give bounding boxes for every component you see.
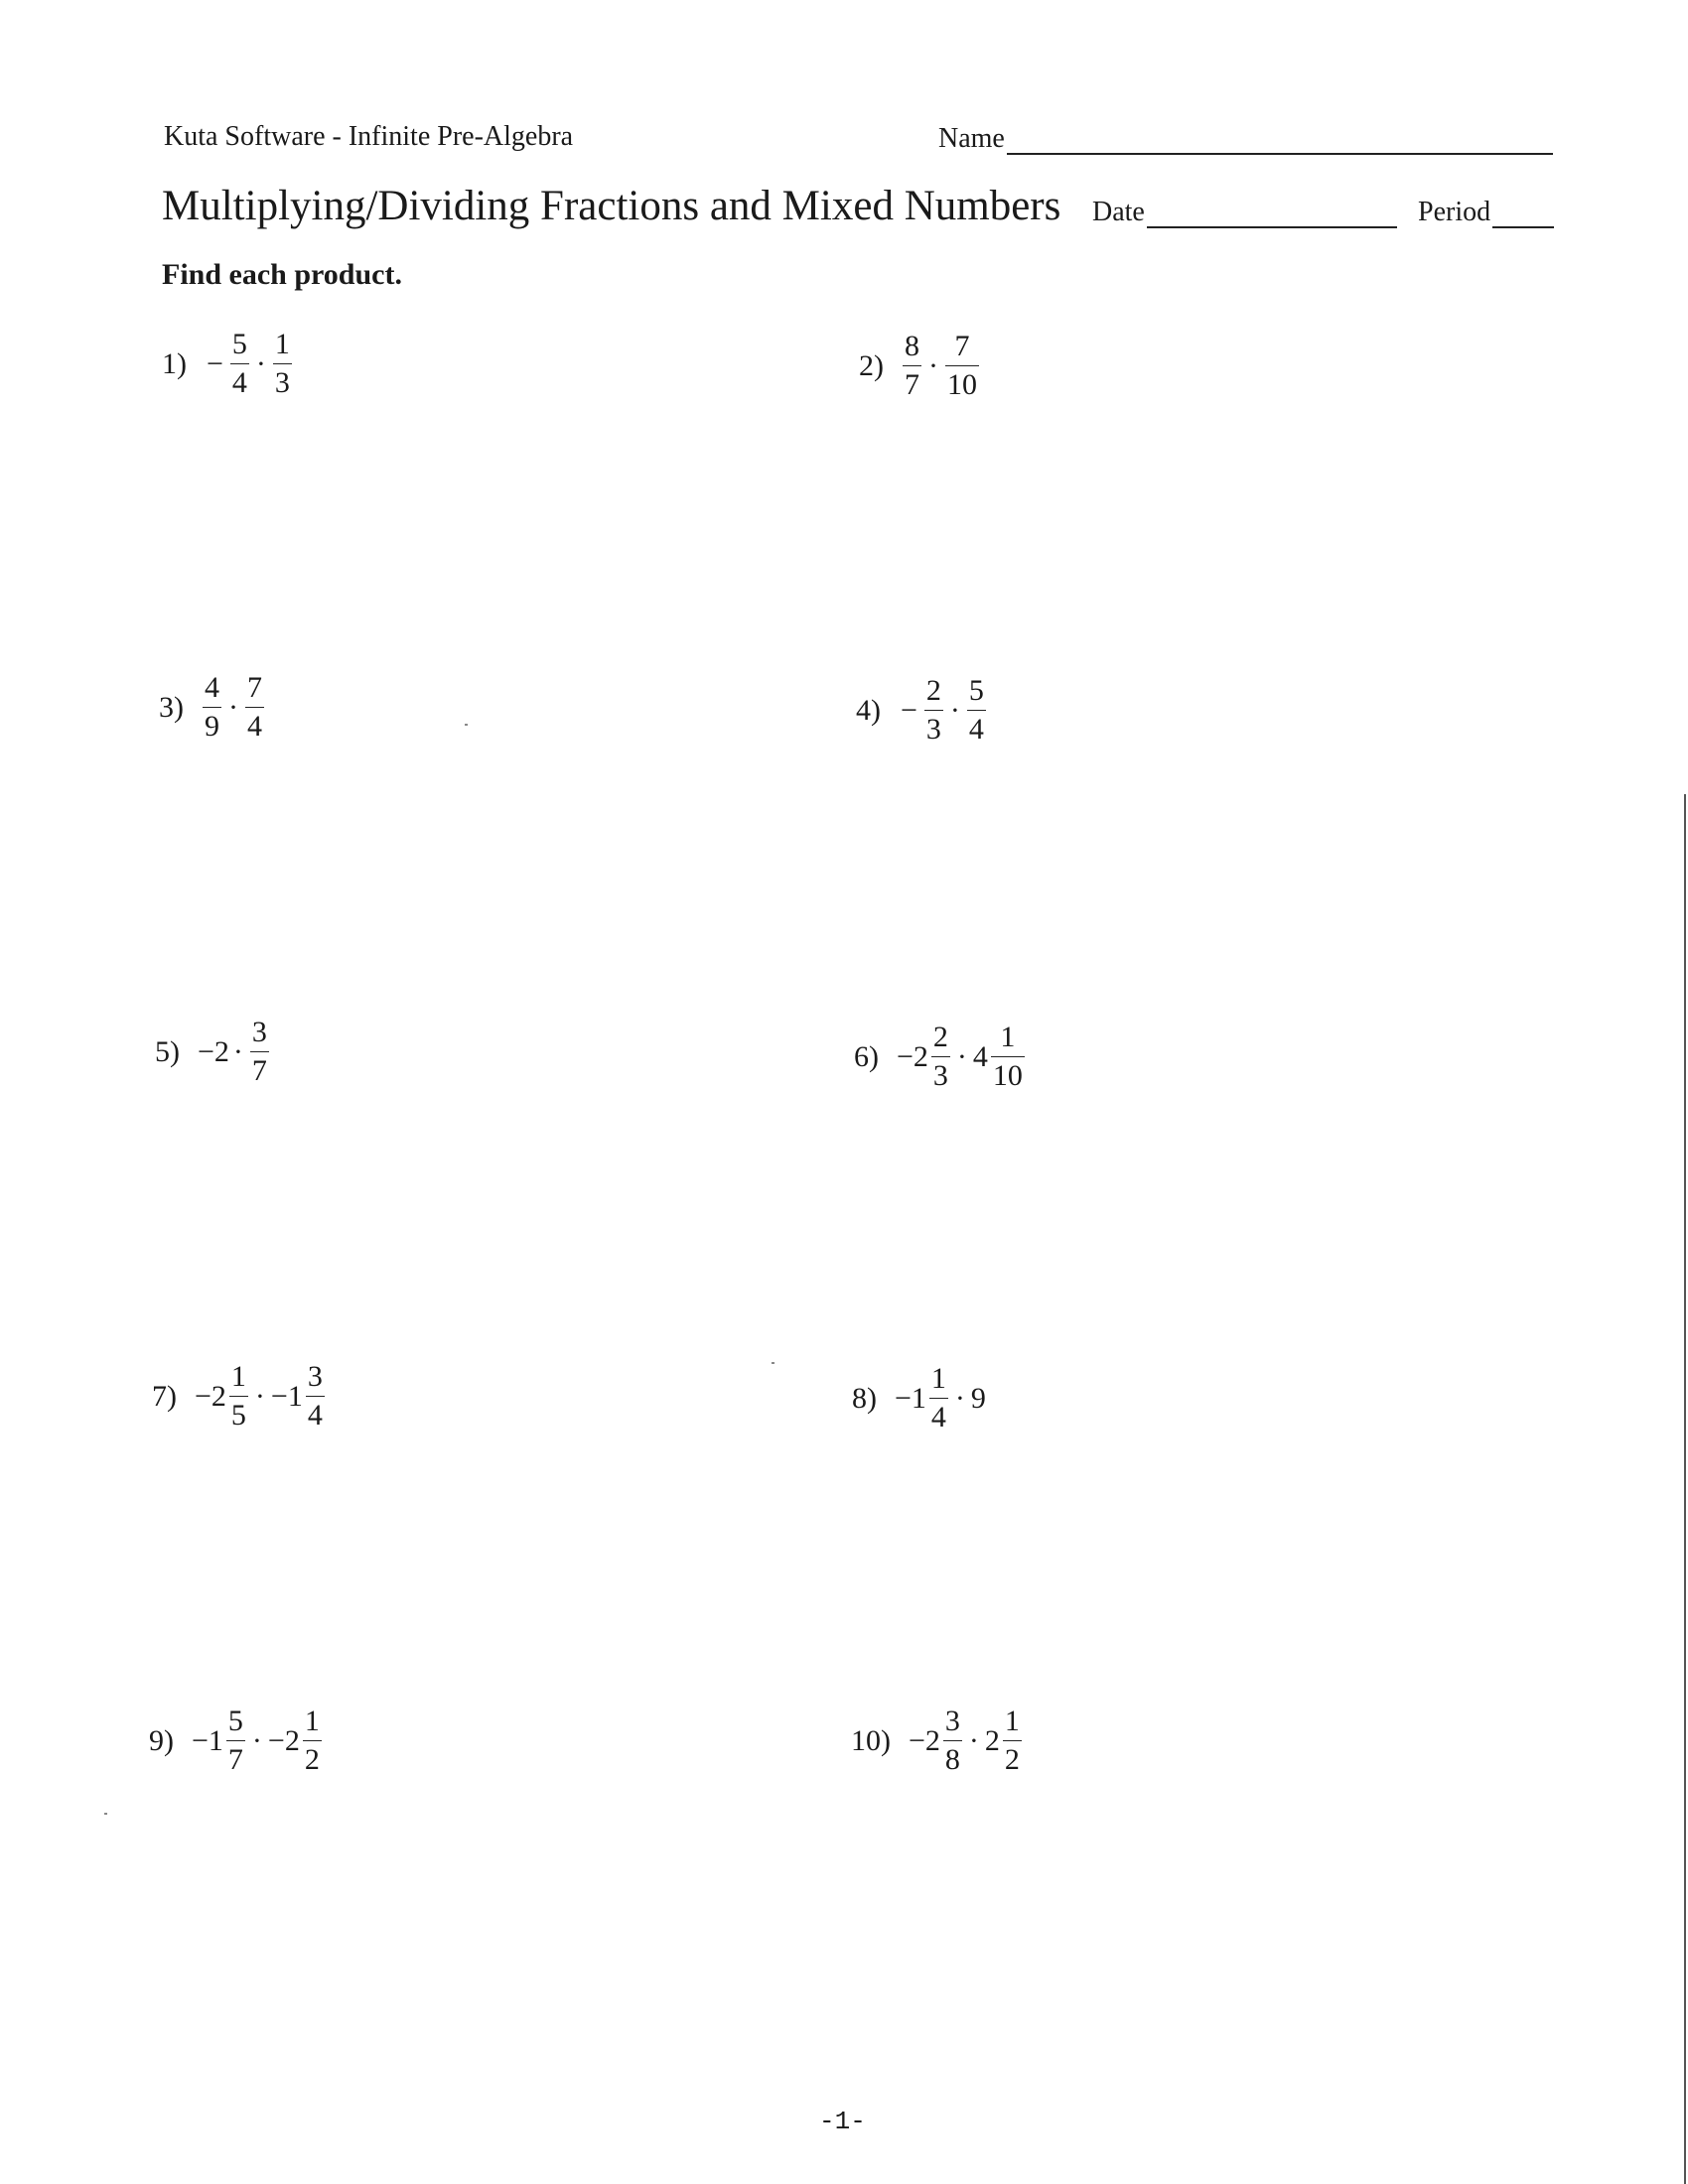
period-blank-line[interactable]	[1492, 201, 1554, 228]
date-label: Date	[1092, 197, 1145, 227]
denominator: 3	[932, 1059, 948, 1092]
whole-number: −2	[198, 1034, 229, 1068]
problem-4	[856, 674, 989, 747]
denominator: 10	[947, 368, 977, 401]
fraction	[929, 1362, 948, 1434]
denominator: 8	[944, 1743, 960, 1776]
fraction	[226, 1705, 245, 1777]
fraction	[245, 671, 264, 744]
fraction	[230, 328, 249, 400]
instructions: Find each product.	[162, 258, 402, 291]
fraction-bar	[203, 707, 221, 708]
multiply-operator: ·	[949, 693, 960, 727]
whole-number: −1	[192, 1723, 223, 1757]
name-field[interactable]	[938, 123, 1553, 155]
fraction-bar	[967, 710, 986, 711]
problem-10	[851, 1705, 1025, 1777]
multiply-operator: ·	[228, 690, 238, 724]
fraction	[991, 1021, 1025, 1093]
fraction-bar	[273, 363, 292, 364]
fraction-bar	[903, 365, 921, 366]
denominator: 3	[274, 366, 290, 399]
whole-number: −2	[909, 1723, 940, 1757]
period-label: Period	[1418, 197, 1491, 227]
fraction	[1003, 1705, 1022, 1777]
numerator: 1	[1000, 1021, 1016, 1053]
period-field[interactable]	[1418, 197, 1554, 228]
denominator: 9	[205, 710, 219, 743]
page-number: -1-	[819, 2107, 866, 2136]
multiply-operator: ·	[232, 1034, 243, 1068]
fraction-bar	[306, 1396, 325, 1397]
numerator: 5	[231, 328, 247, 360]
fraction-bar	[945, 365, 979, 366]
numerator: 3	[944, 1705, 960, 1737]
fraction	[945, 330, 979, 402]
whole-number: 9	[970, 1381, 986, 1415]
fraction-bar	[250, 1051, 269, 1052]
problem-number: 6)	[854, 1039, 879, 1073]
numerator: 5	[968, 674, 984, 707]
fraction	[931, 1021, 950, 1093]
fraction-bar	[303, 1740, 322, 1741]
problem-2	[859, 330, 982, 402]
problem-number: 8)	[852, 1381, 877, 1415]
fraction-bar	[226, 1740, 245, 1741]
problem-number: 9)	[149, 1723, 174, 1757]
denominator: 4	[968, 713, 984, 746]
fraction-bar	[929, 1398, 948, 1399]
multiply-operator: ·	[956, 1039, 967, 1073]
problem-number: 5)	[155, 1034, 180, 1068]
denominator: 7	[905, 368, 919, 401]
multiply-operator: ·	[254, 1379, 265, 1413]
negative-sign: −	[901, 693, 917, 727]
denominator: 4	[930, 1401, 946, 1433]
numerator: 1	[1004, 1705, 1020, 1737]
problem-number: 3)	[159, 690, 184, 724]
name-label: Name	[938, 123, 1005, 154]
fraction	[903, 330, 921, 402]
fraction-bar	[229, 1396, 248, 1397]
denominator: 3	[925, 713, 941, 746]
problem-number: 10)	[851, 1723, 891, 1757]
fraction	[943, 1705, 962, 1777]
numerator: 3	[307, 1360, 323, 1393]
fraction-bar	[245, 707, 264, 708]
problem-number: 2)	[859, 348, 884, 382]
problem-6	[854, 1021, 1028, 1093]
numerator: 1	[930, 1362, 946, 1395]
whole-number: −2	[897, 1039, 928, 1073]
whole-number: −2	[267, 1723, 300, 1757]
denominator: 2	[1004, 1743, 1020, 1776]
fraction	[967, 674, 986, 747]
numerator: 1	[274, 328, 290, 360]
multiply-operator: ·	[954, 1381, 965, 1415]
numerator: 2	[932, 1021, 948, 1053]
name-blank-line[interactable]	[1007, 127, 1553, 155]
problem-3	[159, 671, 267, 744]
denominator: 7	[227, 1743, 243, 1776]
denominator: 5	[230, 1399, 246, 1432]
denominator: 7	[251, 1054, 267, 1087]
problem-5	[155, 1016, 272, 1088]
fraction-bar	[943, 1740, 962, 1741]
date-blank-line[interactable]	[1147, 201, 1397, 228]
fraction	[229, 1360, 248, 1433]
fraction-bar	[1003, 1740, 1022, 1741]
numerator: 8	[905, 330, 919, 362]
whole-number: 2	[984, 1723, 1000, 1757]
multiply-operator: ·	[255, 346, 266, 380]
denominator: 4	[231, 366, 247, 399]
problem-number: 4)	[856, 693, 881, 727]
problem-number: 1)	[162, 346, 187, 380]
date-field[interactable]	[1092, 197, 1397, 228]
fraction-bar	[230, 363, 249, 364]
whole-number: −1	[270, 1379, 303, 1413]
problem-7	[152, 1360, 328, 1433]
worksheet-title: Multiplying/Dividing Fractions and Mixed Numbers	[162, 183, 1061, 229]
fraction	[273, 328, 292, 400]
multiply-operator: ·	[928, 348, 938, 382]
whole-number: −2	[195, 1379, 226, 1413]
scan-speck	[104, 1813, 107, 1815]
fraction	[250, 1016, 269, 1088]
problem-1	[162, 328, 295, 400]
denominator: 2	[304, 1743, 320, 1776]
fraction	[203, 671, 221, 744]
negative-sign: −	[207, 346, 223, 380]
multiply-operator: ·	[251, 1723, 262, 1757]
publisher-label: Kuta Software - Infinite Pre-Algebra	[164, 121, 574, 152]
numerator: 3	[251, 1016, 267, 1048]
whole-number: −1	[895, 1381, 926, 1415]
numerator: 1	[230, 1360, 246, 1393]
problem-8	[852, 1362, 986, 1434]
fraction-bar	[931, 1056, 950, 1057]
fraction	[303, 1705, 322, 1777]
problem-9	[149, 1705, 325, 1777]
numerator: 2	[925, 674, 941, 707]
fraction	[924, 674, 943, 747]
denominator: 4	[247, 710, 262, 743]
denominator: 4	[307, 1399, 323, 1432]
scan-speck	[772, 1362, 774, 1364]
numerator: 1	[304, 1705, 320, 1737]
scan-speck	[465, 724, 468, 726]
multiply-operator: ·	[968, 1723, 979, 1757]
fraction-bar	[924, 710, 943, 711]
scan-edge-line	[1684, 794, 1686, 2184]
fraction-bar	[991, 1056, 1025, 1057]
whole-number: 4	[972, 1039, 988, 1073]
problem-number: 7)	[152, 1379, 177, 1413]
denominator: 10	[992, 1059, 1023, 1092]
numerator: 7	[247, 671, 262, 704]
numerator: 5	[227, 1705, 243, 1737]
numerator: 4	[205, 671, 219, 704]
numerator: 7	[954, 330, 970, 362]
fraction	[306, 1360, 325, 1433]
